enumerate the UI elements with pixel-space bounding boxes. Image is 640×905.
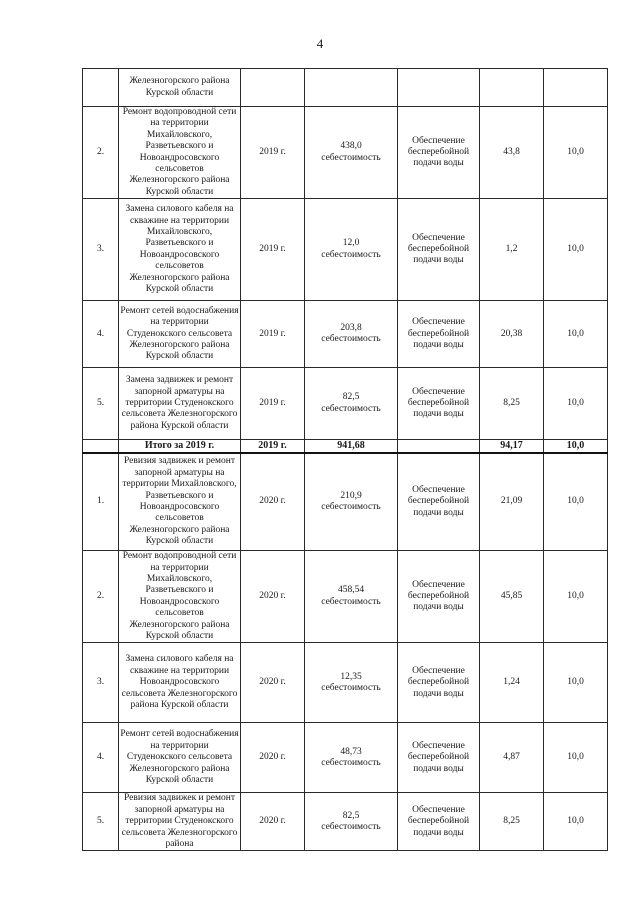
work-name-cell: Замена силового кабеля на скважине на территории Михайловского, Разветьевского и Новоандросовского сельсоветов Железногорского района Курской области [119, 199, 241, 301]
row-number-cell: 3. [83, 643, 119, 723]
percent-cell: 10,0 [544, 453, 608, 551]
year-cell: 2020 г. [241, 793, 305, 851]
sum-cell: 43,8 [480, 107, 544, 199]
cost-value: 82,5 [342, 392, 360, 403]
cost-value: 210,9 [340, 490, 362, 501]
investment-program-table [82, 68, 608, 851]
cost-note: себестоимость [321, 249, 381, 260]
year-cell: 2019 г. [241, 301, 305, 368]
work-name-cell: Ремонт сетей водоснабжения на территории Студенокского сельсовета Железногорского района Курской области [119, 723, 241, 793]
percent-cell: 10,0 [544, 723, 608, 793]
cost-value: 941,68 [337, 440, 365, 452]
purpose-cell: Обеспечение бесперебойной подачи воды [398, 551, 480, 643]
purpose-cell [398, 69, 480, 107]
cost-cell [305, 301, 398, 368]
table-row [83, 453, 608, 551]
work-name-cell: Железногорского района Курской области [119, 69, 241, 107]
cost-cell [305, 723, 398, 793]
year-cell: 2020 г. [241, 453, 305, 551]
work-name-cell: Ревизия задвижек и ремонт запорной арматуры на территории Студенокского сельсовета Железногорского района [119, 793, 241, 851]
total-row [83, 440, 608, 453]
table-row [83, 793, 608, 851]
year-cell: 2019 г. [241, 440, 305, 453]
cost-note: себестоимость [321, 682, 381, 693]
cost-note: себестоимость [321, 501, 381, 512]
cost-note: себестоимость [321, 596, 381, 607]
cost-value: 203,8 [340, 322, 362, 333]
table-row [83, 301, 608, 368]
sum-cell: 8,25 [480, 368, 544, 440]
table-body [83, 69, 608, 851]
cost-value: 12,0 [342, 238, 360, 249]
row-number-cell [83, 440, 119, 453]
purpose-cell: Обеспечение бесперебойной подачи воды [398, 793, 480, 851]
sum-cell [480, 69, 544, 107]
sum-cell: 94,17 [480, 440, 544, 453]
table-row [83, 643, 608, 723]
row-number-cell: 5. [83, 793, 119, 851]
row-number-cell [83, 69, 119, 107]
work-name-cell: Замена силового кабеля на скважине на территории Новоандросовского сельсовета Железногорского района Курской области [119, 643, 241, 723]
table-row [83, 723, 608, 793]
page-number: 4 [316, 36, 324, 51]
row-number-cell: 2. [83, 551, 119, 643]
table-row [83, 69, 608, 107]
sum-cell: 45,85 [480, 551, 544, 643]
purpose-cell: Обеспечение бесперебойной подачи воды [398, 723, 480, 793]
cost-note: себестоимость [321, 403, 381, 414]
percent-cell: 10,0 [544, 199, 608, 301]
percent-cell: 10,0 [544, 643, 608, 723]
sum-cell: 8,25 [480, 793, 544, 851]
work-name-cell: Ремонт сетей водоснабжения на территории Студенокского сельсовета Железногорского района Курской области [119, 301, 241, 368]
row-number-cell: 1. [83, 453, 119, 551]
table-row [83, 551, 608, 643]
cost-cell [305, 453, 398, 551]
table-row [83, 199, 608, 301]
sum-cell: 1,2 [480, 199, 544, 301]
cost-value: 82,5 [342, 810, 360, 821]
purpose-cell: Обеспечение бесперебойной подачи воды [398, 199, 480, 301]
purpose-cell: Обеспечение бесперебойной подачи воды [398, 453, 480, 551]
cost-note: себестоимость [321, 757, 381, 768]
cost-cell [305, 69, 398, 107]
purpose-cell [398, 440, 480, 453]
cost-cell [305, 793, 398, 851]
year-cell: 2019 г. [241, 368, 305, 440]
percent-cell: 10,0 [544, 107, 608, 199]
cost-cell [305, 643, 398, 723]
row-number-cell: 3. [83, 199, 119, 301]
year-cell: 2019 г. [241, 199, 305, 301]
percent-cell: 10,0 [544, 793, 608, 851]
cost-value: 48,73 [340, 746, 362, 757]
percent-cell: 10,0 [544, 301, 608, 368]
year-cell [241, 69, 305, 107]
cost-cell [305, 551, 398, 643]
purpose-cell: Обеспечение бесперебойной подачи воды [398, 107, 480, 199]
work-name-cell: Ремонт водопроводной сети на территории Михайловского, Разветьевского и Новоандросовского сельсоветов Железногорского района Курской области [119, 107, 241, 199]
row-number-cell: 4. [83, 723, 119, 793]
cost-note: себестоимость [321, 152, 381, 163]
percent-cell: 10,0 [544, 440, 608, 453]
row-number-cell: 2. [83, 107, 119, 199]
cost-cell [305, 199, 398, 301]
cost-note: себестоимость [321, 334, 381, 345]
percent-cell [544, 69, 608, 107]
percent-cell: 10,0 [544, 551, 608, 643]
cost-cell [305, 440, 398, 453]
cost-note: себестоимость [321, 821, 381, 832]
year-cell: 2019 г. [241, 107, 305, 199]
sum-cell: 1,24 [480, 643, 544, 723]
year-cell: 2020 г. [241, 723, 305, 793]
cost-value: 12,35 [340, 671, 362, 682]
table-row [83, 107, 608, 199]
row-number-cell: 4. [83, 301, 119, 368]
purpose-cell: Обеспечение бесперебойной подачи воды [398, 368, 480, 440]
table-row [83, 368, 608, 440]
year-cell: 2020 г. [241, 643, 305, 723]
cost-cell [305, 368, 398, 440]
work-name-cell: Замена задвижек и ремонт запорной арматуры на территории Студенокского сельсовета Железногорского района Курской области [119, 368, 241, 440]
cost-value: 438,0 [340, 141, 362, 152]
sum-cell: 21,09 [480, 453, 544, 551]
cost-cell [305, 107, 398, 199]
cost-value: 458,54 [337, 585, 365, 596]
purpose-cell: Обеспечение бесперебойной подачи воды [398, 301, 480, 368]
work-name-cell: Ремонт водопроводной сети на территории Михайловского, Разветьевского и Новоандросовского сельсоветов Железногорского района Курской области [119, 551, 241, 643]
year-cell: 2020 г. [241, 551, 305, 643]
purpose-cell: Обеспечение бесперебойной подачи воды [398, 643, 480, 723]
sum-cell: 4,87 [480, 723, 544, 793]
row-number-cell: 5. [83, 368, 119, 440]
work-name-cell: Итого за 2019 г. [119, 440, 241, 453]
work-name-cell: Ревизия задвижек и ремонт запорной арматуры на территории Михайловского, Разветьевского и Новоандросовского сельсоветов Железногорского района Курской области [119, 453, 241, 551]
percent-cell: 10,0 [544, 368, 608, 440]
sum-cell: 20,38 [480, 301, 544, 368]
